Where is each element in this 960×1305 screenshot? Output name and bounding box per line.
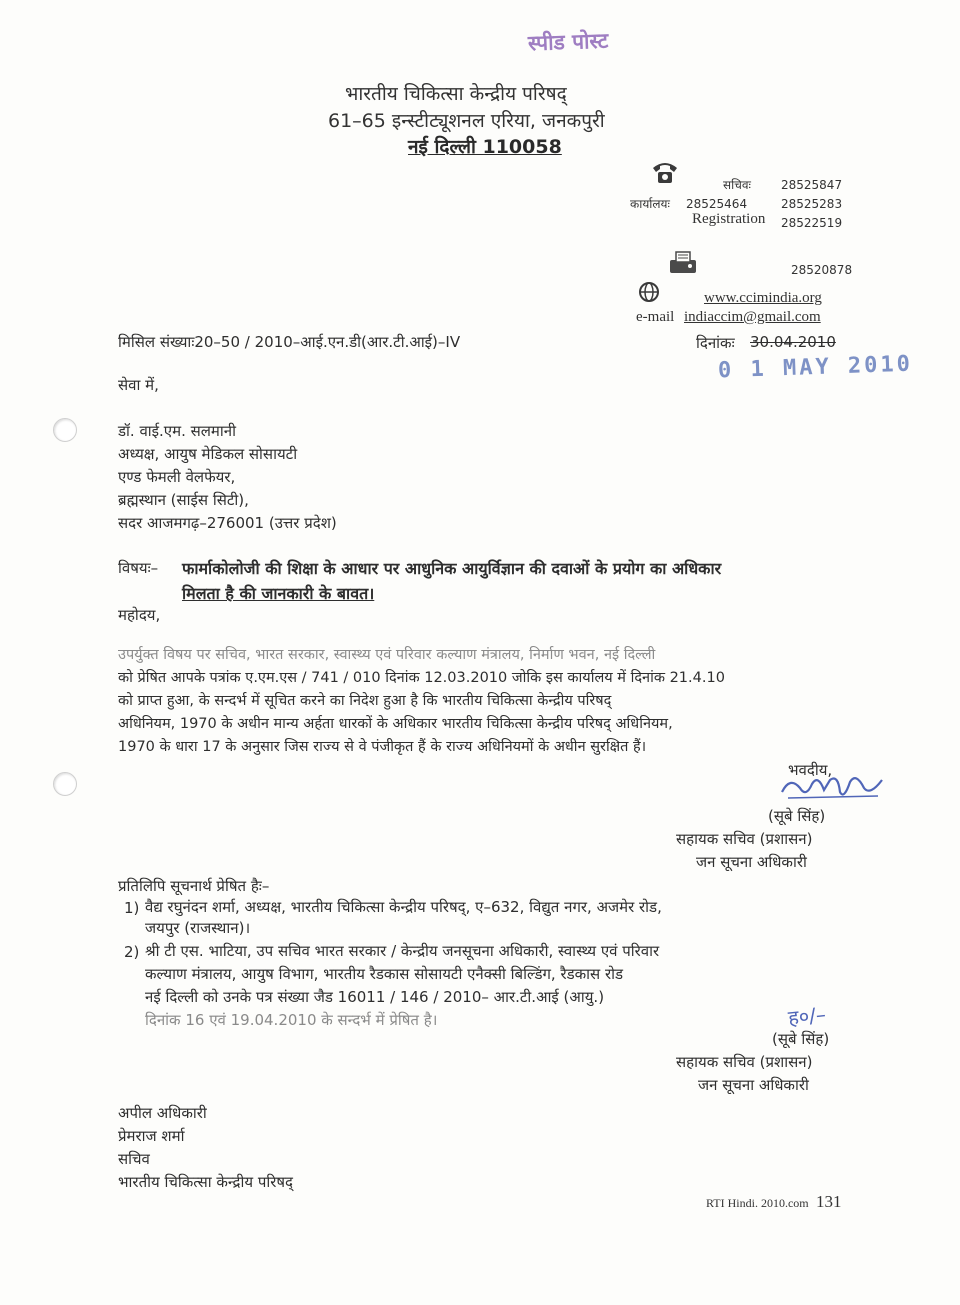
copy-line: जयपुर (राजस्थान)। [145, 919, 251, 937]
closing: भवदीय, [788, 761, 833, 779]
file-number: मिसिल संख्याः20–50 / 2010–आई.एन.डी(आर.टी.आई)–IV [118, 333, 461, 351]
copy-number: 1) [124, 899, 140, 917]
copy-line: नई दिल्ली को उनके पत्र संख्या जैड 16011 / 146 / 2010– आर.टी.आई (आयु.) [145, 988, 605, 1006]
body-line: 1970 के धारा 17 के अनुसार जिस राज्य से वे पंजीकृत हैं के राज्य अधिनियमों के अधीन सुरक्षित हैं। [118, 739, 647, 755]
copy-line: कल्याण मंत्रालय, आयुष विभाग, भारतीय रैडकास सोसायटी एनैक्सी बिल्डिंग, रैडकास रोड [145, 965, 623, 983]
registration-label: Registration [692, 211, 766, 227]
org-city: नई दिल्ली 110058 [408, 136, 562, 158]
copy-heading: प्रतिलिपि सूचनार्थ प्रेषित हैः– [118, 877, 270, 895]
date-typed: 30.04.2010 [750, 333, 836, 351]
website-link[interactable]: www.ccimindia.org [704, 290, 822, 306]
copy-line: वैद्य रघुनंदन शर्मा, अध्यक्ष, भारतीय चिकित्सा केन्द्रीय परिषद्, ए–632, विद्युत नगर, अजमेर रोड, [145, 898, 662, 916]
body-line: को प्रेषित आपके पत्रांक ए.एम.एस / 741 / 010 दिनांक 12.03.2010 जोकि इस कार्यालय में दिनांक 21.4.10 [118, 670, 725, 686]
page-number: 131 [816, 1192, 842, 1211]
body-line: को प्राप्त हुआ, के सन्दर्भ में सूचित करने का निदेश हुआ है कि भारतीय चिकित्सा केन्द्रीय परिषद् [118, 693, 612, 709]
subject-label: विषयः– [118, 559, 159, 577]
appeal-line: भारतीय चिकित्सा केन्द्रीय परिषद् [118, 1173, 294, 1191]
subject-line-1: फार्माकोलोजी की शिक्षा के आधार पर आधुनिक आयुर्विज्ञान की दवाओं के प्रयोग का अधिकार [182, 559, 722, 578]
globe-icon [637, 280, 661, 304]
recipient-line: अध्यक्ष, आयुष मेडिकल सोसायटी [118, 445, 298, 463]
signatory-role: जन सूचना अधिकारी [696, 853, 807, 871]
signatory-designation: सहायक सचिव (प्रशासन) [676, 830, 813, 848]
org-address: 61–65 इन्स्टीट्यूशनल एरिया, जनकपुरी [328, 110, 605, 132]
signatory-name: (सूबे सिंह) [768, 807, 826, 825]
body-line: अधिनियम, 1970 के अधीन मान्य अर्हता धारकों के अधिकार भारतीय चिकित्सा केन्द्रीय परिषद् अधिनियम, [118, 716, 673, 732]
secretary-label: सचिवः [723, 178, 751, 192]
telephone-icon [650, 158, 680, 186]
copy-number: 2) [124, 943, 140, 961]
body-paragraph [118, 644, 838, 759]
email-label: e-mail [636, 309, 675, 325]
office-label: कार्यालयः [630, 197, 670, 211]
signatory-name-2: (सूबे सिंह) [772, 1030, 830, 1048]
recipient-line: डॉ. वाई.एम. सलमानी [118, 422, 236, 440]
recipient-line: ब्रह्मस्थान (साईस सिटी), [118, 491, 249, 509]
copy-line: दिनांक 16 एवं 19.04.2010 के सन्दर्भ में प्रेषित है। [145, 1011, 438, 1029]
greeting: महोदय, [118, 606, 161, 624]
signatory-designation-2: सहायक सचिव (प्रशासन) [676, 1053, 813, 1071]
appeal-line: अपील अधिकारी [118, 1104, 207, 1122]
subject-line-2: मिलता है की जानकारी के बावत। [182, 584, 375, 603]
signature [778, 770, 888, 804]
registration-phone: 28522519 [781, 216, 843, 230]
fax-icon [668, 250, 700, 276]
recipient-block [118, 420, 838, 535]
copy-line: श्री टी एस. भाटिया, उप सचिव भारत सरकार / केन्द्रीय जनसूचना अधिकारी, स्वास्थ्य एवं परिवार [145, 942, 660, 960]
appeal-line: सचिव [118, 1150, 150, 1168]
recipient-line: सदर आजमगढ़–276001 (उत्तर प्रदेश) [118, 514, 337, 532]
punch-hole-top [53, 418, 77, 442]
salutation-to: सेवा में, [118, 376, 159, 394]
footer-source: RTI Hindi. 2010.com [706, 1196, 809, 1210]
secretary-phone: 28525847 [781, 178, 843, 192]
speed-post-stamp: स्पीड पोस्ट [527, 28, 609, 56]
body-line: उपर्युक्त विषय पर सचिव, भारत सरकार, स्वास्थ्य एवं परिवार कल्याण मंत्रालय, निर्माण भवन, नई दिल्ली [118, 647, 656, 663]
office-phone-2: 28525283 [781, 197, 843, 211]
punch-hole-bottom [53, 772, 77, 796]
signature-initials: ह०/– [786, 1002, 827, 1030]
office-phone-1: 28525464 [686, 197, 748, 211]
email-link[interactable]: indiaccim@gmail.com [684, 309, 821, 325]
fax-number: 28520878 [791, 263, 853, 277]
received-date-stamp: 0 1 MAY 2010 [717, 351, 914, 384]
recipient-line: एण्ड फेमली वेलफेयर, [118, 468, 236, 486]
appeal-line: प्रेमराज शर्मा [118, 1127, 185, 1145]
appeal-block [118, 1102, 838, 1194]
org-name: भारतीय चिकित्सा केन्द्रीय परिषद् [345, 83, 567, 105]
date-label: दिनांकः [696, 334, 735, 352]
signatory-role-2: जन सूचना अधिकारी [698, 1076, 809, 1094]
